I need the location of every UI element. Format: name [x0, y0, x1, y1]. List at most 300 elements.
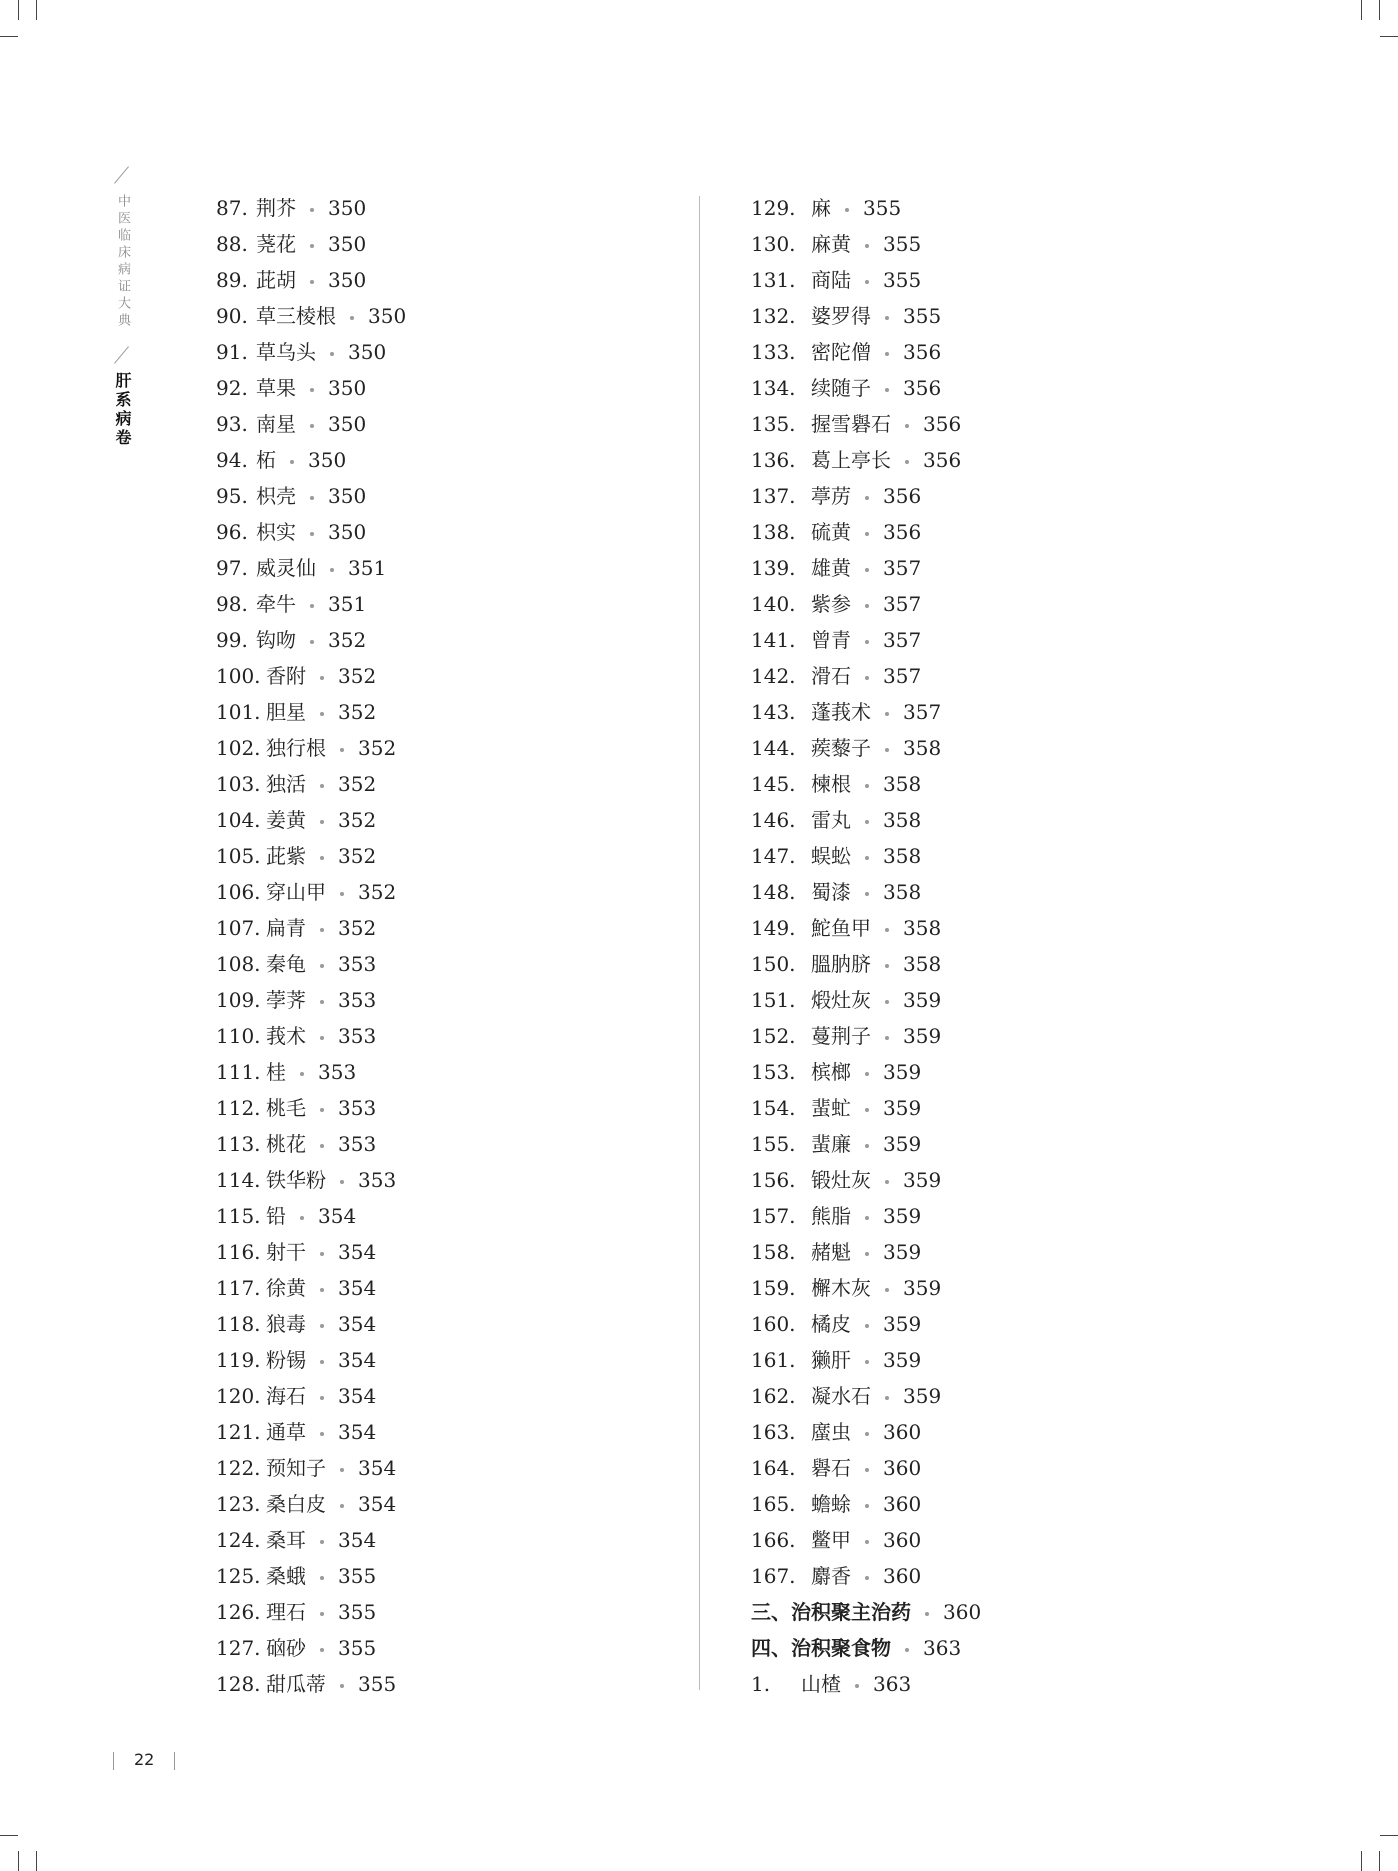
entry-page: 359 — [903, 1384, 942, 1408]
crop-mark — [36, 0, 37, 20]
entry-number: 121. — [216, 1420, 261, 1444]
entry-name: 桑蛾 — [266, 1564, 306, 1588]
entry-name: 铁华粉 — [266, 1168, 326, 1192]
entry-name: 硫黄 — [811, 520, 851, 544]
entry-page: 355 — [338, 1564, 377, 1588]
index-entry — [751, 1666, 981, 1702]
index-entry — [751, 802, 981, 838]
index-entry — [216, 514, 406, 550]
entry-name: 婆罗得 — [811, 304, 871, 328]
entry-number: 101. — [216, 700, 261, 724]
crop-mark — [36, 1851, 37, 1871]
separator-dot — [865, 1360, 869, 1364]
entry-name: 雷丸 — [811, 808, 851, 832]
entry-page: 360 — [883, 1420, 922, 1444]
entry-number: 115. — [216, 1204, 261, 1228]
separator-dot — [885, 1288, 889, 1292]
entry-number: 110. — [216, 1024, 261, 1048]
entry-name: 麻黄 — [811, 232, 851, 256]
index-entry — [751, 982, 981, 1018]
entry-number: 97. — [216, 556, 248, 580]
index-entry — [216, 1054, 406, 1090]
index-entry — [216, 1090, 406, 1126]
entry-name: 山楂 — [801, 1672, 841, 1696]
entry-page: 355 — [338, 1636, 377, 1660]
entry-page: 360 — [883, 1564, 922, 1588]
separator-dot — [865, 496, 869, 500]
separator-dot — [865, 280, 869, 284]
page-number-bar — [113, 1752, 114, 1770]
entry-page: 352 — [338, 916, 377, 940]
entry-name: 雄黄 — [811, 556, 851, 580]
separator-dot — [340, 1504, 344, 1508]
separator-dot — [885, 964, 889, 968]
separator-dot — [865, 1072, 869, 1076]
entry-page: 355 — [903, 304, 942, 328]
entry-page: 356 — [883, 484, 922, 508]
separator-dot — [290, 460, 294, 464]
entry-number: 145. — [751, 772, 796, 796]
volume-title: 肝系病卷 — [113, 372, 132, 448]
entry-number: 129. — [751, 196, 796, 220]
entry-name: 柘 — [256, 448, 276, 472]
separator-dot — [320, 856, 324, 860]
entry-name: 桃花 — [266, 1132, 306, 1156]
entry-name: 蜀漆 — [811, 880, 851, 904]
entry-name: 威灵仙 — [256, 556, 316, 580]
entry-page: 358 — [903, 736, 942, 760]
entry-name: 蔓荆子 — [811, 1024, 871, 1048]
separator-dot — [885, 712, 889, 716]
entry-number: 142. — [751, 664, 796, 688]
index-entry — [216, 1234, 406, 1270]
entry-page: 354 — [338, 1348, 377, 1372]
entry-page: 358 — [903, 952, 942, 976]
entry-page: 357 — [883, 592, 922, 616]
entry-page: 359 — [883, 1348, 922, 1372]
separator-dot — [865, 892, 869, 896]
entry-page: 350 — [308, 448, 347, 472]
entry-name: 荆芥 — [256, 196, 296, 220]
entry-name: 槟榔 — [811, 1060, 851, 1084]
entry-page: 353 — [338, 1132, 377, 1156]
separator-dot — [310, 640, 314, 644]
entry-number: 146. — [751, 808, 796, 832]
entry-name: 膃肭脐 — [811, 952, 871, 976]
separator-dot — [320, 1036, 324, 1040]
separator-dot — [340, 748, 344, 752]
entry-page: 354 — [338, 1276, 377, 1300]
index-entry — [216, 406, 406, 442]
entry-page: 353 — [338, 988, 377, 1012]
entry-page: 360 — [883, 1492, 922, 1516]
index-entry — [216, 1270, 406, 1306]
entry-name: 茈紫 — [266, 844, 306, 868]
entry-number: 127. — [216, 1636, 261, 1660]
index-entry — [216, 1198, 406, 1234]
entry-page: 360 — [883, 1456, 922, 1480]
separator-dot — [865, 676, 869, 680]
crop-mark — [18, 1851, 19, 1871]
entry-name: 枳壳 — [256, 484, 296, 508]
separator-dot — [885, 1180, 889, 1184]
entry-page: 355 — [883, 232, 922, 256]
entry-number: 116. — [216, 1240, 261, 1264]
entry-number: 151. — [751, 988, 796, 1012]
index-entry — [216, 1450, 406, 1486]
crop-mark — [1380, 36, 1398, 37]
index-entry — [216, 1630, 406, 1666]
separator-dot — [320, 784, 324, 788]
entry-page: 350 — [328, 412, 367, 436]
index-entry — [751, 370, 981, 406]
index-entry — [216, 874, 406, 910]
index-entry — [216, 910, 406, 946]
entry-page: 356 — [923, 412, 962, 436]
separator-dot — [865, 1504, 869, 1508]
entry-name: 赭魁 — [811, 1240, 851, 1264]
entry-name: 胆星 — [266, 700, 306, 724]
index-entry — [216, 946, 406, 982]
index-entry — [751, 1558, 981, 1594]
entry-page: 350 — [368, 304, 407, 328]
index-entry — [216, 982, 406, 1018]
entry-number: 166. — [751, 1528, 796, 1552]
entry-number: 120. — [216, 1384, 261, 1408]
index-entry — [216, 1558, 406, 1594]
entry-name: 蜚虻 — [811, 1096, 851, 1120]
entry-name: 草乌头 — [256, 340, 316, 364]
entry-number: 100. — [216, 664, 261, 688]
separator-dot — [865, 604, 869, 608]
index-entry — [216, 1126, 406, 1162]
index-entry — [216, 658, 406, 694]
index-entry — [216, 298, 406, 334]
index-entry — [751, 910, 981, 946]
index-entry — [751, 658, 981, 694]
separator-dot — [340, 1468, 344, 1472]
entry-number: 137. — [751, 484, 796, 508]
entry-number: 92. — [216, 376, 248, 400]
separator-dot — [885, 928, 889, 932]
separator-dot — [320, 964, 324, 968]
entry-number: 93. — [216, 412, 248, 436]
entry-page: 358 — [883, 808, 922, 832]
entry-name: 凝水石 — [811, 1384, 871, 1408]
separator-dot — [865, 1108, 869, 1112]
entry-name: 煅灶灰 — [811, 988, 871, 1012]
entry-name: 硇砂 — [266, 1636, 306, 1660]
entry-page: 350 — [328, 520, 367, 544]
entry-page: 354 — [338, 1420, 377, 1444]
separator-dot — [340, 892, 344, 896]
separator-dot — [885, 1036, 889, 1040]
entry-name: 秦龟 — [266, 952, 306, 976]
entry-name: 姜黄 — [266, 808, 306, 832]
entry-number: 136. — [751, 448, 796, 472]
entry-number: 132. — [751, 304, 796, 328]
entry-number: 108. — [216, 952, 261, 976]
index-entry — [751, 1306, 981, 1342]
index-section-heading — [751, 1630, 981, 1666]
entry-number: 109. — [216, 988, 261, 1012]
entry-page: 354 — [338, 1528, 377, 1552]
page-number: 22 — [134, 1750, 155, 1769]
entry-name: 茈胡 — [256, 268, 296, 292]
side-slash-decoration — [114, 346, 129, 363]
entry-number: 102. — [216, 736, 261, 760]
index-entry — [216, 766, 406, 802]
separator-dot — [865, 1432, 869, 1436]
entry-number: 148. — [751, 880, 796, 904]
entry-name: 握雪礜石 — [811, 412, 891, 436]
index-entry — [751, 1522, 981, 1558]
index-entry — [751, 1414, 981, 1450]
entry-page: 350 — [348, 340, 387, 364]
right-index-column — [751, 190, 981, 1702]
index-entry — [216, 442, 406, 478]
entry-page: 359 — [883, 1096, 922, 1120]
entry-name: 滑石 — [811, 664, 851, 688]
entry-page: 357 — [903, 700, 942, 724]
entry-name: 锻灶灰 — [811, 1168, 871, 1192]
entry-page: 354 — [338, 1240, 377, 1264]
entry-page: 358 — [903, 916, 942, 940]
entry-number: 138. — [751, 520, 796, 544]
index-entry — [751, 766, 981, 802]
separator-dot — [310, 604, 314, 608]
entry-page: 358 — [883, 880, 922, 904]
entry-name: 续随子 — [811, 376, 871, 400]
separator-dot — [320, 1540, 324, 1544]
separator-dot — [885, 1000, 889, 1004]
separator-dot — [320, 820, 324, 824]
entry-number: 156. — [751, 1168, 796, 1192]
entry-name: 牵牛 — [256, 592, 296, 616]
entry-page: 350 — [328, 376, 367, 400]
entry-page: 350 — [328, 268, 367, 292]
entry-number: 154. — [751, 1096, 796, 1120]
entry-number: 134. — [751, 376, 796, 400]
entry-number: 112. — [216, 1096, 261, 1120]
entry-name: 桑白皮 — [266, 1492, 326, 1516]
entry-number: 164. — [751, 1456, 796, 1480]
left-index-column — [216, 190, 406, 1702]
entry-page: 352 — [338, 808, 377, 832]
separator-dot — [310, 208, 314, 212]
entry-name: 蜚廉 — [811, 1132, 851, 1156]
separator-dot — [330, 352, 334, 356]
side-slash-decoration — [114, 166, 129, 183]
crop-mark — [1361, 0, 1362, 20]
entry-name: 桑耳 — [266, 1528, 306, 1552]
separator-dot — [320, 1648, 324, 1652]
entry-number: 153. — [751, 1060, 796, 1084]
index-entry — [751, 1342, 981, 1378]
entry-number: 141. — [751, 628, 796, 652]
separator-dot — [310, 532, 314, 536]
index-entry — [751, 874, 981, 910]
separator-dot — [320, 1612, 324, 1616]
index-entry — [751, 946, 981, 982]
entry-name: 蒺藜子 — [811, 736, 871, 760]
entry-page: 352 — [338, 664, 377, 688]
separator-dot — [865, 1144, 869, 1148]
entry-number: 94. — [216, 448, 248, 472]
entry-name: 蟾蜍 — [811, 1492, 851, 1516]
separator-dot — [330, 568, 334, 572]
index-entry — [216, 586, 406, 622]
separator-dot — [320, 1324, 324, 1328]
entry-number: 107. — [216, 916, 261, 940]
entry-name: 扁青 — [266, 916, 306, 940]
separator-dot — [865, 640, 869, 644]
entry-name: 橘皮 — [811, 1312, 851, 1336]
entry-page: 352 — [358, 736, 397, 760]
entry-page: 353 — [318, 1060, 357, 1084]
entry-page: 360 — [943, 1600, 982, 1624]
separator-dot — [905, 460, 909, 464]
separator-dot — [320, 1288, 324, 1292]
entry-name: 荛花 — [256, 232, 296, 256]
index-entry — [751, 550, 981, 586]
entry-page: 360 — [883, 1528, 922, 1552]
crop-mark — [1380, 1835, 1398, 1836]
entry-number: 165. — [751, 1492, 796, 1516]
entry-name: 徐黄 — [266, 1276, 306, 1300]
separator-dot — [350, 316, 354, 320]
index-entry — [216, 478, 406, 514]
entry-page: 352 — [328, 628, 367, 652]
entry-name: 葛上亭长 — [811, 448, 891, 472]
entry-page: 359 — [903, 1276, 942, 1300]
separator-dot — [320, 676, 324, 680]
entry-number: 149. — [751, 916, 796, 940]
entry-name: 海石 — [266, 1384, 306, 1408]
index-entry — [751, 1090, 981, 1126]
entry-name: 通草 — [266, 1420, 306, 1444]
entry-page: 357 — [883, 556, 922, 580]
entry-page: 353 — [358, 1168, 397, 1192]
entry-name: 熊脂 — [811, 1204, 851, 1228]
separator-dot — [865, 820, 869, 824]
index-entry — [751, 442, 981, 478]
index-entry — [216, 334, 406, 370]
index-entry — [216, 838, 406, 874]
entry-name: 桃毛 — [266, 1096, 306, 1120]
entry-name: 草三棱根 — [256, 304, 336, 328]
index-entry — [751, 514, 981, 550]
entry-name: 铅 — [266, 1204, 286, 1228]
separator-dot — [310, 280, 314, 284]
entry-number: 90. — [216, 304, 248, 328]
separator-dot — [905, 1648, 909, 1652]
separator-dot — [865, 1540, 869, 1544]
index-entry — [751, 622, 981, 658]
entry-page: 358 — [883, 844, 922, 868]
index-entry — [751, 1378, 981, 1414]
entry-name: 射干 — [266, 1240, 306, 1264]
entry-page: 350 — [328, 196, 367, 220]
entry-number: 105. — [216, 844, 261, 868]
separator-dot — [320, 1000, 324, 1004]
entry-page: 353 — [338, 952, 377, 976]
index-entry — [216, 802, 406, 838]
separator-dot — [300, 1216, 304, 1220]
entry-page: 359 — [883, 1060, 922, 1084]
index-entry — [751, 1198, 981, 1234]
separator-dot — [320, 1108, 324, 1112]
entry-number: 152. — [751, 1024, 796, 1048]
entry-number: 111. — [216, 1060, 261, 1084]
entry-page: 357 — [883, 664, 922, 688]
entry-page: 363 — [923, 1636, 962, 1660]
entry-name: 礜石 — [811, 1456, 851, 1480]
entry-page: 355 — [863, 196, 902, 220]
separator-dot — [320, 1252, 324, 1256]
entry-page: 356 — [903, 340, 942, 364]
separator-dot — [865, 244, 869, 248]
index-entry — [751, 1486, 981, 1522]
separator-dot — [885, 748, 889, 752]
index-entry — [216, 370, 406, 406]
entry-name: 甜瓜蒂 — [266, 1672, 326, 1696]
entry-page: 358 — [883, 772, 922, 796]
entry-name: 枳实 — [256, 520, 296, 544]
index-entry — [216, 1162, 406, 1198]
separator-dot — [320, 1432, 324, 1436]
entry-name: 三、治积聚主治药 — [751, 1600, 911, 1624]
separator-dot — [320, 1576, 324, 1580]
entry-page: 354 — [318, 1204, 357, 1228]
index-entry — [216, 730, 406, 766]
index-entry — [751, 406, 981, 442]
entry-name: 獭肝 — [811, 1348, 851, 1372]
entry-page: 355 — [883, 268, 922, 292]
crop-mark — [1379, 1851, 1380, 1871]
separator-dot — [885, 316, 889, 320]
entry-page: 359 — [883, 1240, 922, 1264]
entry-name: 鮀鱼甲 — [811, 916, 871, 940]
entry-number: 87. — [216, 196, 248, 220]
entry-number: 98. — [216, 592, 248, 616]
entry-page: 363 — [873, 1672, 912, 1696]
entry-number: 1. — [751, 1672, 771, 1696]
entry-page: 353 — [338, 1096, 377, 1120]
entry-page: 354 — [358, 1456, 397, 1480]
entry-number: 131. — [751, 268, 796, 292]
entry-name: 预知子 — [266, 1456, 326, 1480]
entry-name: 穿山甲 — [266, 880, 326, 904]
index-entry — [216, 1018, 406, 1054]
separator-dot — [845, 208, 849, 212]
entry-number: 162. — [751, 1384, 796, 1408]
index-entry — [216, 190, 406, 226]
index-entry — [751, 730, 981, 766]
index-entry — [751, 694, 981, 730]
entry-page: 352 — [338, 700, 377, 724]
separator-dot — [865, 1468, 869, 1472]
entry-number: 163. — [751, 1420, 796, 1444]
index-entry — [216, 262, 406, 298]
entry-name: 香附 — [266, 664, 306, 688]
separator-dot — [925, 1612, 929, 1616]
separator-dot — [340, 1180, 344, 1184]
entry-page: 354 — [338, 1384, 377, 1408]
entry-name: 楝根 — [811, 772, 851, 796]
index-entry — [751, 190, 981, 226]
entry-page: 359 — [883, 1204, 922, 1228]
